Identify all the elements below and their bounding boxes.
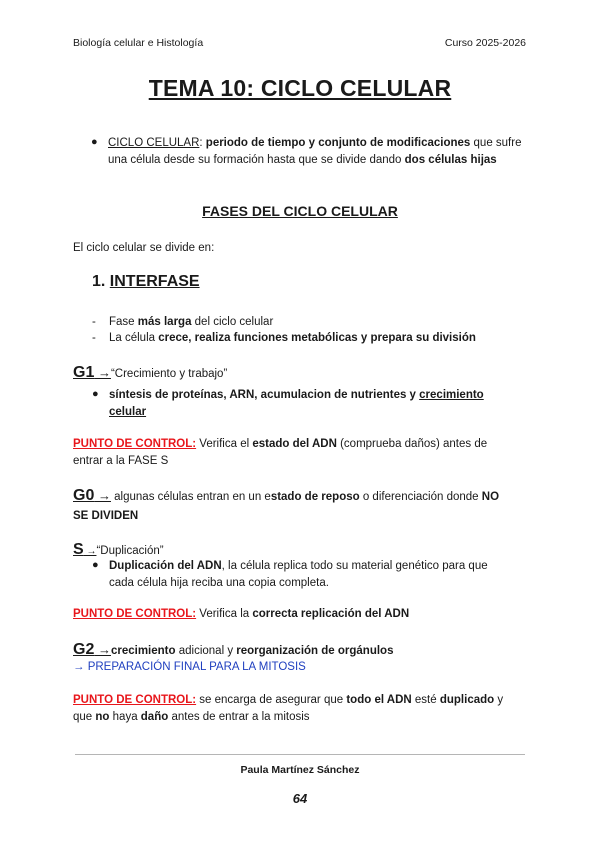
- g0-block: [73, 484, 533, 525]
- text-bold: stado de reposo: [270, 491, 360, 503]
- section-intro: El ciclo celular se divide en:: [73, 242, 215, 254]
- g2-mitosis-note: → PREPARACIÓN FINAL PARA LA MITOSIS: [73, 661, 306, 673]
- text-bold: reorganización de orgánulos: [236, 645, 394, 657]
- text-bold: daño: [140, 710, 169, 723]
- section-title: FASES DEL CICLO CELULAR: [202, 203, 398, 219]
- text: entrar a la FASE S: [73, 454, 169, 467]
- header-course: Curso 2025-2026: [444, 37, 526, 49]
- bullet-icon: ●: [92, 388, 99, 400]
- bullet-icon: ●: [91, 136, 98, 148]
- checkpoint-label: PUNTO DE CONTROL:: [73, 608, 197, 620]
- text: Verifica la: [196, 608, 253, 620]
- intro-colon: :: [199, 137, 203, 149]
- text: , la célula replica todo su material genético para que: [221, 560, 488, 572]
- intro-term: CICLO CELULAR: [108, 137, 200, 149]
- interfase-item: [92, 330, 539, 347]
- text-bold: no: [95, 710, 110, 723]
- s-label: S: [73, 541, 84, 558]
- text: algunas células entran en un e: [110, 491, 271, 503]
- g1-bullet-underline-2: celular: [109, 405, 147, 418]
- text: Verifica el: [196, 438, 253, 450]
- page-title: TEMA 10: CICLO CELULAR: [148, 75, 452, 101]
- text: haya: [109, 710, 141, 723]
- text: antes de entrar a la mitosis: [168, 710, 310, 723]
- text: y: [494, 694, 504, 706]
- intro-def: que sufre una célula desde su formación hasta que se divide dando: [108, 137, 522, 166]
- arrow-icon: →: [94, 365, 111, 380]
- text-bold: todo el ADN: [346, 694, 412, 706]
- intro-def-bold-2: dos células hijas: [404, 153, 497, 166]
- footer-author: Paula Martínez Sánchez: [240, 764, 360, 776]
- g1-heading: [73, 361, 227, 384]
- text-bold: crecimiento: [110, 645, 176, 657]
- item-bold: crece, realiza funciones metabólicas y prepara su división: [158, 332, 476, 344]
- checkpoint-3: [73, 692, 533, 725]
- checkpoint-label: PUNTO DE CONTROL:: [73, 438, 197, 450]
- item-text: Fase: [109, 316, 138, 328]
- checkpoint-2: [73, 606, 523, 623]
- footer-divider: [75, 754, 525, 755]
- arrow-icon: →: [83, 546, 97, 557]
- text: se encarga de asegurar que: [196, 694, 347, 706]
- text: (comprueba daños) antes de: [336, 438, 488, 450]
- text: esté: [411, 694, 440, 706]
- text-bold: Duplicación del ADN: [109, 560, 222, 572]
- text-bold: duplicado: [439, 694, 495, 706]
- item-bold: más larga: [137, 316, 192, 328]
- header-subject: Biología celular e Histología: [73, 37, 204, 49]
- g0-label: G0: [73, 487, 95, 504]
- g1-desc: “Crecimiento y trabajo”: [110, 368, 228, 380]
- item-text: del ciclo celular: [191, 316, 274, 328]
- text-bold: estado del ADN: [252, 438, 337, 450]
- text: o diferenciación donde: [359, 491, 482, 503]
- bullet-icon: ●: [92, 559, 99, 571]
- arrow-icon: →: [94, 642, 111, 657]
- intro-bullet: [91, 135, 528, 168]
- arrow-icon: →: [94, 488, 111, 503]
- dash-icon: -: [92, 316, 96, 328]
- g1-bullet-bold: síntesis de proteínas, ARN, acumulacion de nutrientes y: [109, 389, 420, 401]
- text: cada célula hija reciba una copia completa.: [109, 576, 329, 589]
- interfase-number: 1.: [92, 273, 110, 290]
- dash-icon: -: [92, 332, 96, 344]
- interfase-label: INTERFASE: [109, 273, 200, 290]
- g2-heading: [73, 638, 533, 661]
- g1-label: G1: [73, 364, 95, 381]
- s-desc: “Duplicación”: [96, 545, 164, 557]
- g1-bullet: [92, 387, 529, 420]
- text: adicional y: [175, 645, 237, 657]
- text: que: [73, 710, 96, 723]
- g1-bullet-underline: crecimiento: [419, 389, 484, 401]
- intro-def-bold-1: periodo de tiempo y conjunto de modificaciones: [202, 137, 471, 149]
- checkpoint-label: PUNTO DE CONTROL:: [73, 694, 197, 706]
- interfase-item: [92, 314, 529, 331]
- s-bullet: [92, 558, 529, 591]
- item-text: La célula: [109, 332, 159, 344]
- checkpoint-1: [73, 436, 523, 469]
- g2-label: G2: [73, 641, 95, 658]
- text-bold: NO: [481, 491, 500, 503]
- text-bold: correcta replicación del ADN: [252, 608, 410, 620]
- text-bold: SE DIVIDEN: [73, 510, 139, 522]
- interfase-heading: [92, 270, 200, 293]
- page-number: 64: [292, 791, 308, 806]
